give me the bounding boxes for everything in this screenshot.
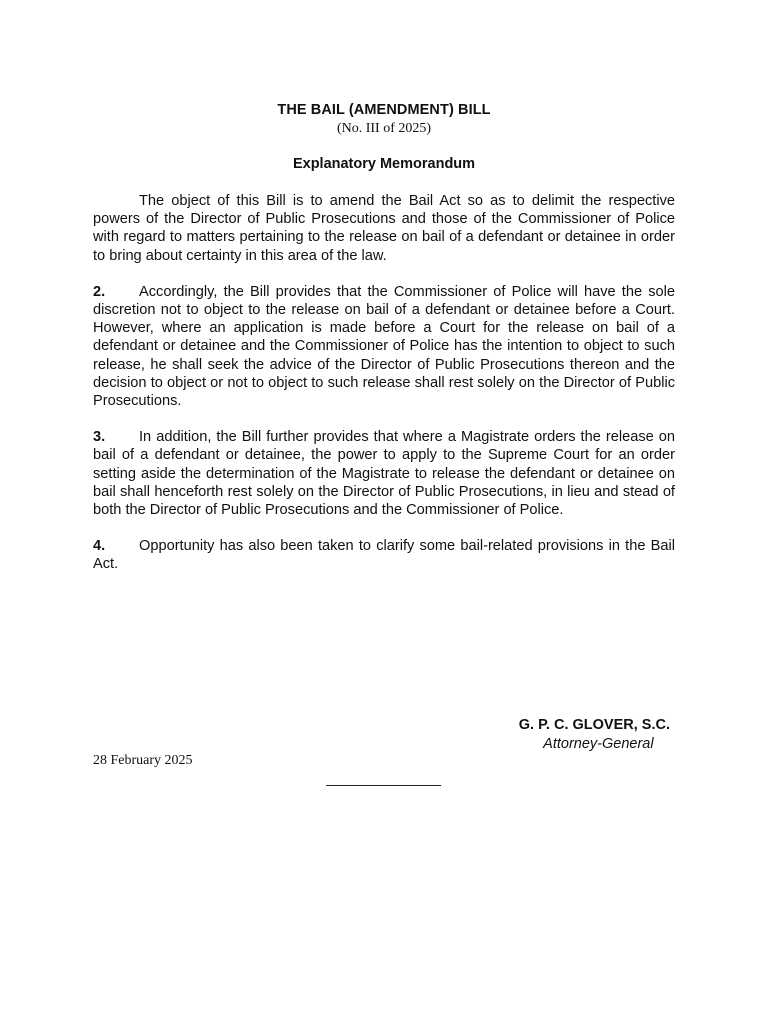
paragraph-1 xyxy=(93,192,675,265)
closing-rule xyxy=(326,785,441,786)
memorandum-heading: Explanatory Memorandum xyxy=(292,156,476,172)
signatory-role: Attorney-General xyxy=(543,736,654,752)
paragraph-4 xyxy=(93,537,675,573)
paragraph-text: Accordingly, the Bill provides that the Commissioner of Police will have the sole discretion not to object to the release on bail of a defendant or detainee before a Court. However, where an application is made before a Court for the release on bail of a defendant or detainee and the Commissioner of Police has the intention to object to such release, he shall seek the advice of the Director of Public Prosecutions thereon and the decision to object or not to object to such release shall rest solely on the Director of Public Prosecutions. xyxy=(93,283,675,410)
paragraph-number: 3. xyxy=(93,429,106,446)
paragraph-text: In addition, the Bill further provides that where a Magistrate orders the release on bail of a defendant or detainee, the power to apply to the Supreme Court for an order setting aside the determination of the Magistrate to release the defendant or detainee on bail shall henceforth rest solely on the Director of Public Prosecutions, in lieu and stead of both the Director of Public Prosecutions and the Commissioner of Police. xyxy=(93,429,675,519)
paragraph-2 xyxy=(93,283,675,410)
signature-block xyxy=(519,716,670,754)
paragraph-number: 4. xyxy=(93,538,106,555)
signatory-name: G. P. C. GLOVER, S.C. xyxy=(518,717,670,733)
paragraph-3 xyxy=(93,428,675,519)
memorandum-body xyxy=(93,192,675,592)
paragraph-text: The object of this Bill is to amend the Bail Act so as to delimit the respective powers of the Director of Public Prosecutions and those of the Commissioner of Police with regard to matters pertaining to the release on bail of a defendant or detainee in order to bring about certainty in this area of the law. xyxy=(93,193,675,264)
paragraph-text: Opportunity has also been taken to clarify some bail-related provisions in the Bail Act. xyxy=(93,538,675,573)
bill-title: THE BAIL (AMENDMENT) BILL xyxy=(277,102,491,118)
paragraph-number: 2. xyxy=(93,283,106,300)
document-date: 28 February 2025 xyxy=(93,753,193,768)
bill-number: (No. III of 2025) xyxy=(336,121,432,136)
